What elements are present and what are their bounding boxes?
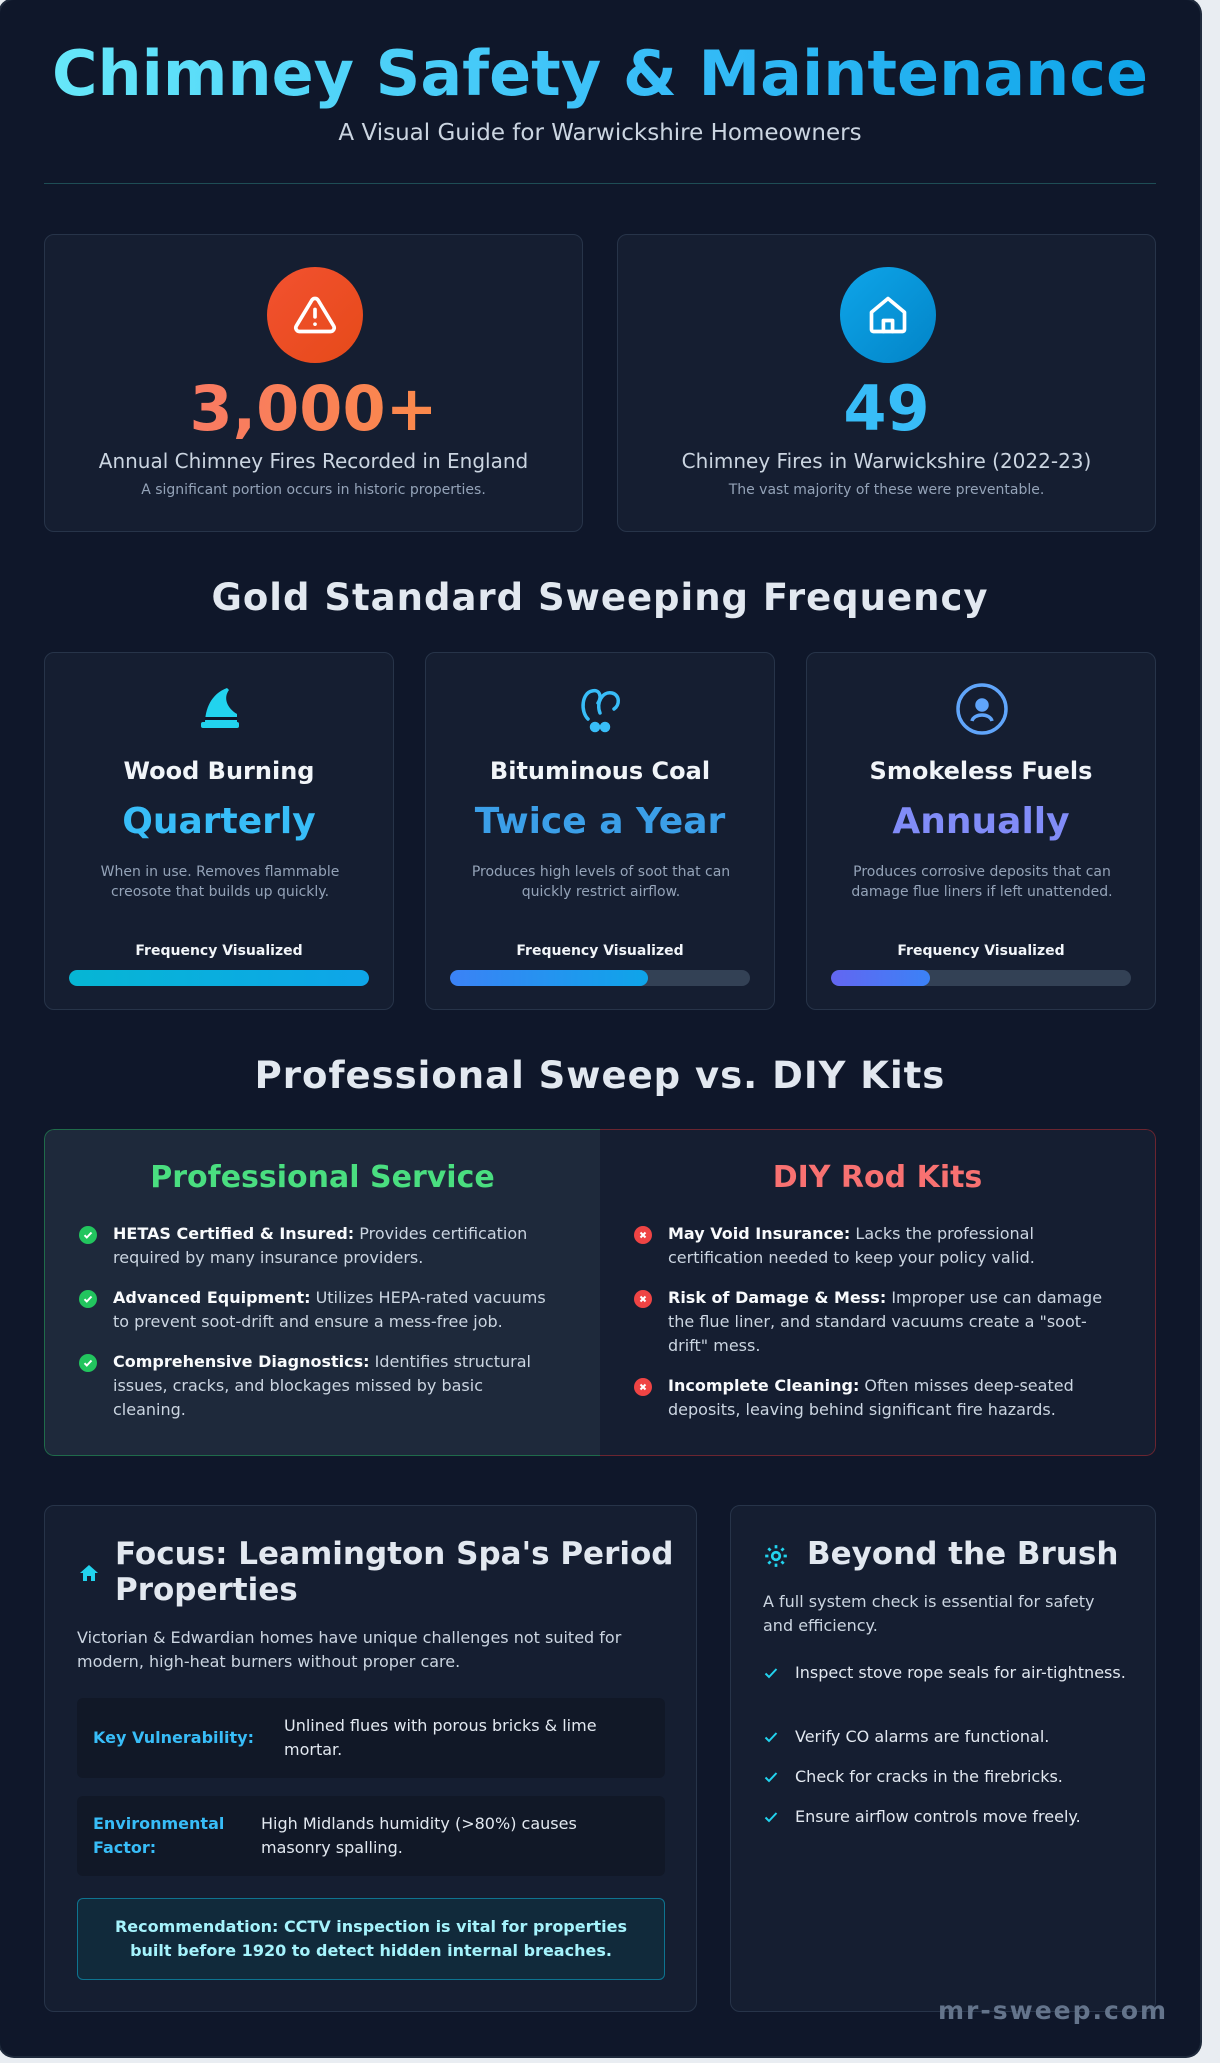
frequency-value: Quarterly	[122, 801, 316, 842]
frequency-bar	[69, 970, 369, 986]
factor-value: Unlined flues with porous bricks & lime mortar.	[284, 1716, 597, 1759]
item-heading: Incomplete Cleaning:	[668, 1376, 860, 1395]
page-subtitle: A Visual Guide for Warwickshire Homeowners	[338, 120, 862, 146]
item-heading: Risk of Damage & Mess:	[668, 1288, 887, 1307]
check-circle-icon	[79, 1226, 97, 1244]
factor-value: High Midlands humidity (>80%) causes masonry spalling.	[261, 1814, 577, 1857]
fuel-name: Bituminous Coal	[489, 757, 711, 785]
list-item	[79, 1222, 559, 1270]
fuel-description: Produces corrosive deposits that can damage flue liners if left unattended.	[851, 864, 1113, 900]
item-text: Provides certification required by many insurance providers.	[113, 1224, 528, 1267]
stat-value: 3,000+	[45, 371, 582, 447]
comparison-section-title: Professional Sweep vs. DIY Kits	[254, 1054, 946, 1097]
checklist-text: Ensure airflow controls move freely.	[795, 1807, 1081, 1826]
user-circle-icon	[952, 679, 1012, 739]
fuel-description: When in use. Removes flammable creosote that builds up quickly.	[100, 864, 340, 900]
stat-label: Chimney Fires in Warwickshire (2022-23)	[681, 449, 1092, 473]
comparison-panel	[44, 1129, 1156, 1456]
check-icon	[763, 1769, 779, 1785]
list-item	[79, 1286, 559, 1334]
item-heading: HETAS Certified & Insured:	[113, 1224, 355, 1243]
check-circle-icon	[79, 1354, 97, 1372]
frequency-section-title: Gold Standard Sweeping Frequency	[211, 576, 989, 619]
list-item	[634, 1286, 1114, 1358]
factor-key: Environmental Factor:	[93, 1814, 225, 1857]
diy-title: DIY Rod Kits	[772, 1160, 983, 1195]
item-text: Utilizes HEPA-rated vacuums to prevent soot-drift and ensure a mess-free job.	[113, 1288, 546, 1331]
stat-card-england	[44, 234, 583, 532]
beyond-card	[730, 1505, 1156, 2012]
professional-title: Professional Service	[150, 1160, 495, 1195]
hat-icon	[190, 679, 250, 739]
smoke-icon	[571, 679, 631, 739]
check-icon	[763, 1665, 779, 1681]
freq-card-coal	[425, 652, 775, 1010]
frequency-value: Twice a Year	[474, 801, 726, 842]
list-item	[634, 1374, 1114, 1422]
stat-value: 49	[843, 372, 930, 445]
frequency-bar	[831, 970, 1131, 986]
fuel-name: Wood Burning	[123, 757, 315, 785]
checklist-item	[763, 1805, 1133, 1829]
item-text: Often misses deep-seated deposits, leaving behind significant fire hazards.	[668, 1376, 1074, 1419]
factor-key: Key Vulnerability:	[93, 1728, 254, 1747]
item-heading: Comprehensive Diagnostics:	[113, 1352, 370, 1371]
stat-subtext: A significant portion occurs in historic properties.	[141, 482, 486, 498]
page-title: Chimney Safety & Maintenance	[44, 36, 1156, 112]
stat-subtext: The vast majority of these were preventable.	[728, 482, 1045, 498]
freq-card-smokeless	[806, 652, 1156, 1010]
item-heading: Advanced Equipment:	[113, 1288, 311, 1307]
fuel-name: Smokeless Fuels	[869, 757, 1093, 785]
focus-intro: Victorian & Edwardian homes have unique challenges not suited for modern, high-heat burners without proper care.	[77, 1628, 622, 1671]
header-divider	[44, 183, 1156, 184]
item-text: Lacks the professional certification needed to keep your policy valid.	[668, 1224, 1035, 1267]
frequency-bar-label: Frequency Visualized	[897, 943, 1065, 959]
frequency-bar-fill	[831, 970, 930, 986]
check-icon	[763, 1729, 779, 1745]
frequency-bar-label: Frequency Visualized	[135, 943, 303, 959]
professional-column	[44, 1129, 600, 1456]
frequency-bar-label: Frequency Visualized	[516, 943, 684, 959]
focus-title: Focus: Leamington Spa's Period Properties	[115, 1536, 674, 1608]
checklist-item	[763, 1661, 1133, 1685]
stat-label: Annual Chimney Fires Recorded in England	[98, 449, 529, 473]
checklist-text: Inspect stove rope seals for air-tightness.	[795, 1663, 1126, 1682]
factor-vulnerability	[77, 1698, 665, 1778]
frequency-value: Annually	[892, 801, 1070, 842]
checklist-item	[763, 1725, 1133, 1749]
freq-card-wood	[44, 652, 394, 1010]
frequency-bar	[450, 970, 750, 986]
gear-icon	[763, 1543, 789, 1573]
beyond-title: Beyond the Brush	[807, 1536, 1119, 1572]
frequency-bar-fill	[450, 970, 648, 986]
stat-card-warwickshire	[617, 234, 1156, 532]
item-text: Improper use can damage the flue liner, and standard vacuums create a "soot-drift" mess.	[668, 1288, 1103, 1355]
check-circle-icon	[79, 1290, 97, 1308]
house-icon	[840, 267, 936, 363]
recommendation-box: Recommendation: CCTV inspection is vital for properties built before 1920 to detect hidden internal breaches.	[77, 1898, 665, 1980]
x-circle-icon	[634, 1226, 652, 1244]
home-icon	[79, 1563, 99, 1587]
watermark: mr-sweep.com	[938, 1996, 1169, 2025]
diy-column	[600, 1129, 1156, 1456]
checklist-text: Verify CO alarms are functional.	[795, 1727, 1050, 1746]
item-text: Identifies structural issues, cracks, and blockages missed by basic cleaning.	[113, 1352, 531, 1419]
x-circle-icon	[634, 1378, 652, 1396]
list-item	[79, 1350, 559, 1422]
list-item	[634, 1222, 1114, 1270]
check-icon	[763, 1809, 779, 1825]
checklist-text: Check for cracks in the firebricks.	[795, 1767, 1063, 1786]
checklist-item	[763, 1765, 1133, 1789]
fuel-description: Produces high levels of soot that can quickly restrict airflow.	[471, 864, 731, 900]
warning-triangle-icon	[267, 267, 363, 363]
frequency-bar-fill	[69, 970, 369, 986]
beyond-intro: A full system check is essential for safety and efficiency.	[763, 1592, 1095, 1635]
item-heading: May Void Insurance:	[668, 1224, 851, 1243]
factor-environment	[77, 1796, 665, 1876]
x-circle-icon	[634, 1290, 652, 1308]
focus-card	[44, 1505, 697, 2012]
